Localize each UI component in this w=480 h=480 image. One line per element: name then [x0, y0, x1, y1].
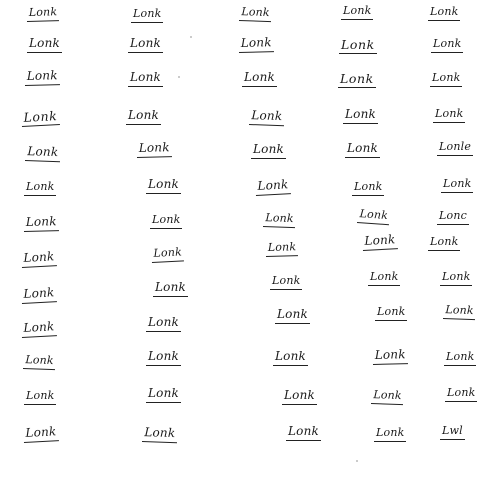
handwritten-word: Lonk	[440, 270, 472, 286]
handwritten-word: Lonk	[131, 7, 163, 23]
handwritten-word: Lonk	[263, 211, 296, 228]
handwritten-word: Lonk	[21, 320, 57, 338]
handwritten-word: Lonk	[249, 109, 285, 126]
handwritten-word: Lonk	[352, 180, 384, 196]
handwritten-word: Lonk	[146, 178, 181, 194]
handwritten-word: Lonk	[357, 207, 391, 225]
handwritten-word: Lonk	[431, 37, 463, 53]
handwritten-word: Lonk	[21, 109, 60, 127]
handwritten-word: Lonk	[373, 348, 408, 365]
paper-speck	[190, 36, 192, 38]
handwritten-word: Lonk	[266, 240, 299, 257]
handwritten-word: Lwl	[440, 424, 465, 440]
handwritten-word: Lonk	[137, 141, 172, 158]
handwritten-word: Lonk	[21, 250, 57, 268]
handwritten-word: Lonk	[128, 37, 163, 53]
handwritten-word: Lonk	[251, 143, 286, 159]
handwritten-word: Lonk	[126, 109, 161, 125]
handwritten-word: Lonk	[151, 245, 184, 263]
handwritten-word: Lonc	[437, 209, 469, 225]
handwritten-word: Lonk	[362, 233, 398, 251]
handwritten-word: Lonk	[445, 386, 477, 402]
handwritten-word: Lonk	[374, 426, 406, 442]
handwritten-word: Lonk	[239, 36, 274, 53]
handwritten-word: Lonk	[371, 388, 404, 405]
handwritten-word: Lonk	[282, 389, 317, 405]
paper-speck	[178, 76, 180, 78]
handwritten-word: Lonk	[146, 316, 181, 332]
handwritten-word: Lonk	[27, 37, 62, 53]
handwritten-word: Lonk	[430, 71, 462, 87]
handwritten-word: Lonk	[25, 145, 61, 162]
handwritten-word: Lonk	[24, 389, 56, 405]
handwritten-word: Lonk	[142, 426, 178, 443]
handwritten-word: Lonk	[270, 274, 302, 290]
handwritten-word: Lonk	[341, 37, 375, 52]
handwritten-word: Lonk	[24, 180, 56, 196]
handwritten-word: Lonk	[443, 303, 476, 320]
handwritten-word: Lonk	[128, 71, 163, 87]
handwritten-word: Lonk	[375, 305, 407, 321]
handwritten-word: Lonk	[343, 108, 378, 124]
handwritten-word: Lonk	[25, 69, 60, 86]
handwritten-word: Lonk	[255, 178, 291, 196]
handwritten-word: Lonk	[286, 425, 321, 441]
handwritten-word: Lonk	[341, 4, 373, 20]
handwritten-word: Lonk	[273, 350, 308, 366]
handwritten-word: Lonk	[23, 425, 59, 443]
handwritten-word: Lonk	[146, 387, 181, 403]
handwritten-word: Lonk	[153, 281, 188, 297]
handwritten-word: Lonk	[444, 350, 476, 366]
handwritten-word: Lonk	[24, 215, 59, 232]
paper-speck	[356, 460, 358, 462]
handwritten-word: Lonle	[437, 140, 473, 156]
handwritten-word: Lonk	[428, 5, 460, 21]
handwritten-word: Lonk	[428, 235, 460, 251]
handwritten-word: Lonk	[433, 107, 465, 123]
handwritten-word: Lonk	[21, 286, 57, 304]
handwritten-word: Lonk	[340, 71, 374, 86]
handwritten-word: Lonk	[150, 213, 182, 229]
handwritten-word: Lonk	[23, 353, 56, 370]
handwritten-word: Lonk	[146, 350, 181, 366]
handwritten-word: Lonk	[239, 5, 272, 22]
handwritten-word: Lonk	[345, 142, 380, 158]
handwritten-word: Lonk	[368, 270, 400, 286]
handwritten-word: Lonk	[441, 177, 473, 193]
handwritten-word: Lonk	[275, 308, 310, 324]
handwritten-word: Lonk	[27, 5, 60, 22]
handwritten-word: Lonk	[242, 71, 277, 87]
